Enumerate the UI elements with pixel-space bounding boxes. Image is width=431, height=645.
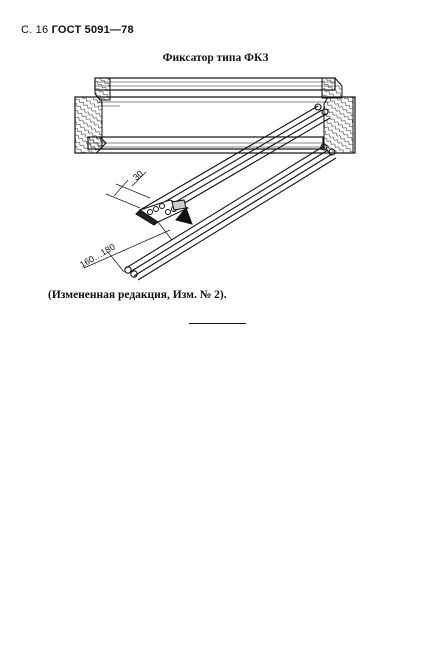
right-upper-profile [322,78,342,98]
page-number: С. 16 [21,24,49,36]
standard-code: ГОСТ 5091—78 [51,24,134,36]
fixing-plate [136,200,192,225]
dimension-160-180 [84,222,172,272]
page-header [21,24,134,36]
technical-drawing [60,72,370,287]
sash-frame [75,97,355,153]
end-rule [189,323,246,324]
dimension-160-180-label: 160…180 [78,241,117,270]
right-middle-profile [324,97,353,153]
dimension-30-label: 30 [130,168,145,183]
top-frame [95,78,335,90]
revision-caption: (Измененная редакция, Изм. № 2). [48,289,227,301]
figure-title: Фиксатор типа ФКЗ [162,52,269,64]
